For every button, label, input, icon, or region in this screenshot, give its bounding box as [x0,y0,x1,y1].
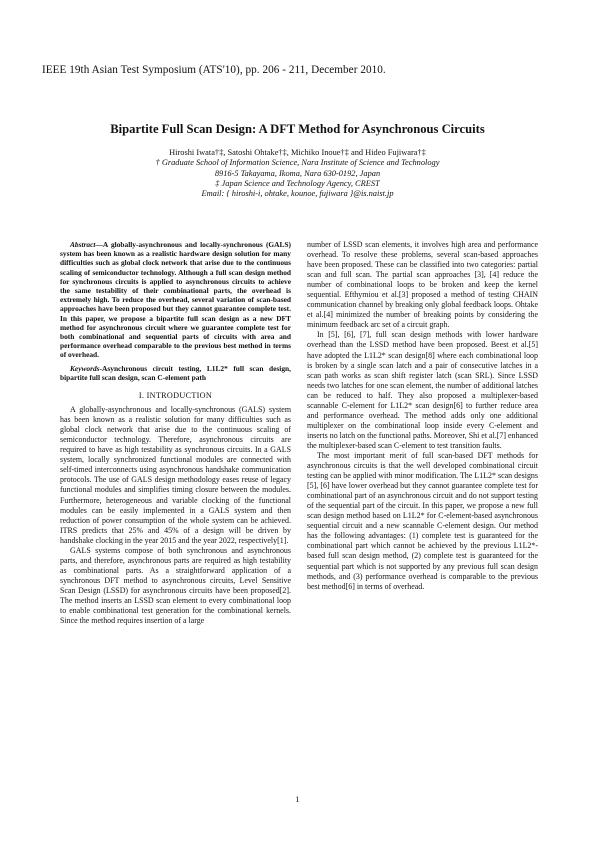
abstract-text: —A globally-asynchronous and locally-synchronous (GALS) system has been known as a realistic hardware design solution for many difficulties such as global clock network that arise due to the continuous scaling of semiconductor technology. Although a full scan design method for synchronous circuits is applied to asynchronous circuits to achieve the same testability of their combinational parts, the overhead is extremely high. To reduce the overhead, several variation of scan-based approaches have been proposed but they cannot guarantee complete test. In this paper, we propose a bipartite full scan design as a new DFT method for asynchronous circuit where we guarantee complete test for both combinational and sequential parts of circuits with area and performance overhead comparable to the previous best method in terms of overhead. [60,240,291,360]
intro-paragraph-4: The most important merit of full scan-based DFT methods for asynchronous circuits is that the well developed combinational circuit testing can be applied with minor modification. The L1L2* scan designs [5], [6] have lower overhead but they cannot guarantee complete test for combinational part of an asynchronous circuit and do not support testing of the sequential part of the circuit. In this paper, we propose a new full scan design method based on L1L2* for C-element-based asynchronous sequential circuit and a new scannable C-element design. Our method has the following advantages: (1) complete test is guaranteed for the combinational part which cannot be achieved by the previous L1L2*-based full scan design method, (2) complete test is guaranteed for the sequential part which is not supported by any previous full scan design methods, and (3) performance overhead is comparable to the previous best method[6] in terms of overhead. [307,450,538,591]
paper-title: Bipartite Full Scan Design: A DFT Method for Asynchronous Circuits [110,122,485,136]
keywords [60,364,291,382]
intro-paragraph-2: GALS systems compose of both synchronous and asynchronous parts, and therefore, asynchronous parts are required as high testability as combinational parts. As a straightforward application of a synchronous DFT method to asynchronous circuits, Level Sensitive Scan Design (LSSD) for asynchronous circuits have been proposed[2]. The method inserts an LSSD scan element to every combinational loop to enable combinational test generation for the combinational kernels. Since the method requires insertion of a large [60,545,291,626]
abstract [60,240,291,360]
intro-paragraph-1: A globally-asynchronous and locally-synchronous (GALS) system has been known as a realistic solution for many difficulties such as global clock network that arise due to the continuous scaling of semiconductor technology. Therefore, asynchronous circuits are required to have as high testability as synchronous circuits. In a GALS system, locally synchronized functional modules are connected with self-timed interconnects using asynchronous handshake communication protocols. The use of GALS design methodology eases reuse of legacy functional modules and simplifies timing closure between the modules. Furthermore, heterogeneous and variable clocking of the functional modules can be easily implemented in a GALS system and then reduction of power consumption of the whole system can be achieved. ITRS predicts that 25% and 45% of a design will be driven by handshake clocking in the year 2015 and the year 2022, respectively[1]. [60,405,291,545]
abstract-lead: Abstract [70,240,96,249]
keywords-text: -Asynchronous circuit testing, L1L2* full scan design, bipartite full scan design, scan C-element path [60,363,291,382]
intro-paragraph-2-continued: number of LSSD scan elements, it involves high area and performance overhead. To resolve these problems, several scan-based approaches have been proposed. These can be classified into two categories: partial scan and full scan. The partial scan approaches [3], [4] reduce the number of combinational loops to be broken and keep the kernel sequential. Efthymiou et al.[3] proposed a method of testing CHAIN communication channel by breaking only global feedback loops. Ohtake et al.[4] minimized the number of breaking points by considering the minimum feedback arc set of a circuit graph. [307,240,538,330]
page-number: 1 [295,795,300,804]
venue-line: IEEE 19th Asian Test Symposium (ATS'10), pp. 206 - 211, December 2010. [42,64,386,76]
author-email: Email: { hiroshi-i, ohtake, kounoe, fujiwara }@is.naist.jp [201,189,394,199]
keywords-lead: Keywords [70,363,100,373]
address-1: 8916-5 Takayama, Ikoma, Nara 630-0192, Japan [214,168,381,178]
left-column [60,240,291,626]
author-block [0,148,595,199]
intro-paragraph-3: In [5], [6], [7], full scan design methods with lower hardware overhead than the LSSD method have been proposed. Beest et al.[5] have adopted the L1L2* scan design[8] where each combinational loop is broken by a single scan latch and a pair of consecutive latches in a scan path works as scan shift register latch (scan SRL). Since LSSD needs two latches for one scan element, the number of additional latches can be reduced to half. They also proposed a multiplexer-based scannable C-element for L1L2* scan design[6] to further reduce area and performance overhead. The method adds only one additional multiplexer on the combinational loop inside every C-element and inserts no latch on the functional paths. Moreover, Shi et al.[7] enhanced the multiplexer-based scan C-element to test transition faults. [307,330,538,450]
affiliation-1: † Graduate School of Information Science, Nara Institute of Science and Technology [155,158,440,168]
section-heading-introduction: I. INTRODUCTION [138,391,213,401]
affiliation-2: ‡ Japan Science and Technology Agency, CREST [215,178,380,188]
author-names: Hiroshi Iwata†‡, Satoshi Ohtake†‡, Michiko Inoue†‡ and Hideo Fujiwara†‡ [169,148,426,157]
right-column [307,240,538,592]
